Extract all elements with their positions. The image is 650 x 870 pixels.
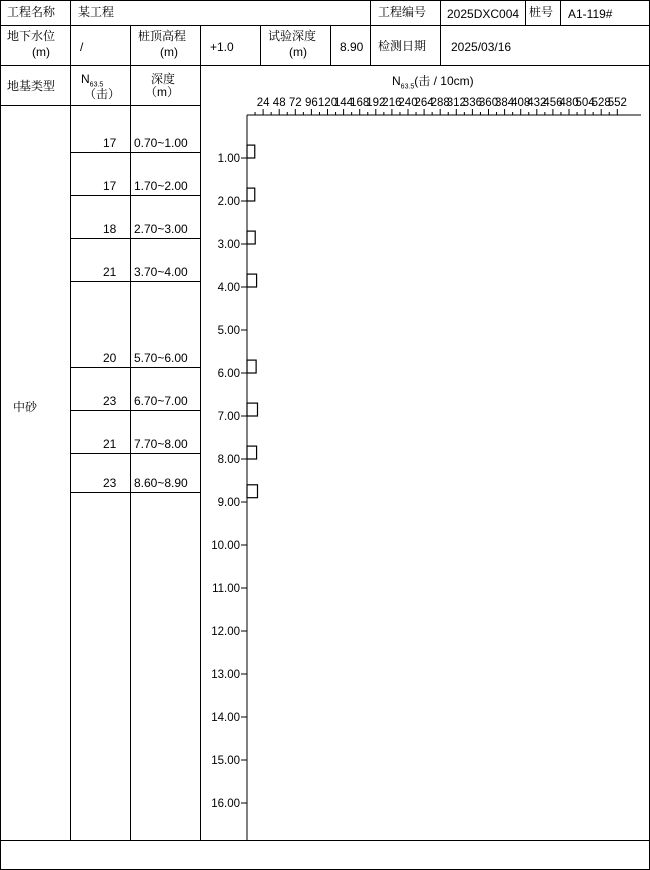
y-tick-label: 10.00	[211, 540, 240, 552]
x-tick-label: 312	[446, 97, 466, 109]
x-tick-label: 408	[511, 97, 531, 109]
penetration-bar	[247, 231, 255, 244]
project-name-value: 某工程	[78, 5, 115, 19]
depth-column-header: 深度	[151, 72, 176, 86]
test-depth-unit: (m)	[289, 45, 307, 59]
y-tick-label: 6.00	[217, 368, 240, 380]
penetration-bar	[247, 274, 257, 287]
x-tick-label: 384	[495, 97, 515, 109]
penetration-bar	[247, 446, 257, 459]
y-tick-label: 13.00	[211, 669, 240, 681]
groundwater-label: 地下水位	[7, 29, 56, 43]
x-tick-label: 528	[591, 97, 611, 109]
n-value: 21	[103, 265, 117, 279]
n-value: 20	[103, 351, 117, 365]
depth-value: 0.70~1.00	[134, 136, 188, 150]
x-tick-label: 456	[543, 97, 563, 109]
project-no-value: 2025DXC004	[447, 7, 520, 21]
n-value: 23	[103, 394, 117, 408]
penetration-bar	[247, 188, 255, 201]
n-value: 21	[103, 437, 117, 451]
depth-value: 1.70~2.00	[134, 179, 188, 193]
depth-value: 8.60~8.90	[134, 476, 188, 490]
x-tick-label: 480	[559, 97, 579, 109]
depth-value: 5.70~6.00	[134, 351, 188, 365]
x-tick-label: 216	[382, 97, 402, 109]
n-column-header: $N_{63.5}$	[81, 72, 104, 89]
depth-column-unit: （m）	[145, 85, 179, 99]
x-tick-label: 504	[575, 97, 595, 109]
x-tick-label: 24	[256, 97, 270, 109]
x-tick-label: 96	[305, 97, 318, 109]
x-tick-label: 360	[478, 97, 499, 109]
pile-top-label: 桩顶高程	[138, 29, 187, 43]
soil-type-header: 地基类型	[7, 79, 56, 93]
x-tick-label: 288	[430, 97, 450, 109]
n-column-unit: （击）	[84, 87, 121, 101]
n-value: 17	[103, 179, 117, 193]
y-tick-label: 15.00	[211, 755, 240, 767]
n-value: 17	[103, 136, 117, 150]
depth-value: 2.70~3.00	[134, 222, 188, 236]
x-tick-label: 72	[288, 97, 302, 109]
n-value: 18	[103, 222, 117, 236]
pile-top-unit: (m)	[160, 45, 178, 59]
depth-value: 3.70~4.00	[134, 265, 188, 279]
y-tick-label: 4.00	[217, 282, 240, 294]
y-tick-label: 16.00	[211, 798, 240, 810]
y-tick-label: 5.00	[217, 325, 240, 337]
y-tick-label: 9.00	[217, 497, 240, 509]
y-tick-label: 14.00	[211, 712, 240, 724]
penetration-bar	[247, 360, 256, 373]
depth-value: 6.70~7.00	[134, 394, 188, 408]
x-tick-label: 240	[398, 97, 418, 109]
pile-top-value: +1.0	[210, 40, 234, 54]
x-tick-label: 336	[462, 97, 482, 109]
pile-no-value: A1-119#	[568, 7, 613, 21]
project-name-label: 工程名称	[7, 5, 56, 19]
test-date-label: 检测日期	[378, 39, 427, 53]
test-date-value: 2025/03/16	[451, 40, 512, 54]
groundwater-value: /	[80, 40, 84, 54]
n-value: 23	[103, 476, 117, 490]
x-tick-label: 48	[272, 97, 286, 109]
test-depth-value: 8.90	[340, 40, 364, 54]
x-tick-label: 120	[317, 97, 338, 109]
y-tick-label: 11.00	[212, 583, 240, 595]
test-depth-label: 试验深度	[268, 29, 317, 43]
x-tick-label: 264	[414, 97, 434, 109]
x-tick-label: 432	[527, 97, 547, 109]
y-tick-label: 7.00	[217, 411, 240, 423]
penetration-bar	[247, 403, 257, 416]
x-tick-label: 144	[334, 97, 354, 109]
project-no-label: 工程编号	[378, 5, 427, 19]
groundwater-unit: (m)	[32, 45, 50, 59]
y-tick-label: 8.00	[217, 454, 240, 466]
penetration-bar	[247, 485, 257, 498]
x-tick-label: 192	[366, 97, 386, 109]
pile-no-label: 桩号	[529, 5, 554, 19]
y-tick-label: 12.00	[211, 626, 240, 638]
depth-value: 7.70~8.00	[134, 437, 188, 451]
chart-title: $N_{63.5}$(击 / 10cm)	[392, 74, 474, 91]
x-tick-label: 552	[607, 97, 627, 109]
x-tick-label: 168	[350, 97, 370, 109]
y-tick-label: 1.00	[217, 153, 240, 165]
penetration-bar	[247, 145, 255, 158]
y-tick-label: 3.00	[217, 239, 240, 251]
y-tick-label: 2.00	[217, 196, 240, 208]
soil-type-value: 中砂	[13, 400, 38, 414]
